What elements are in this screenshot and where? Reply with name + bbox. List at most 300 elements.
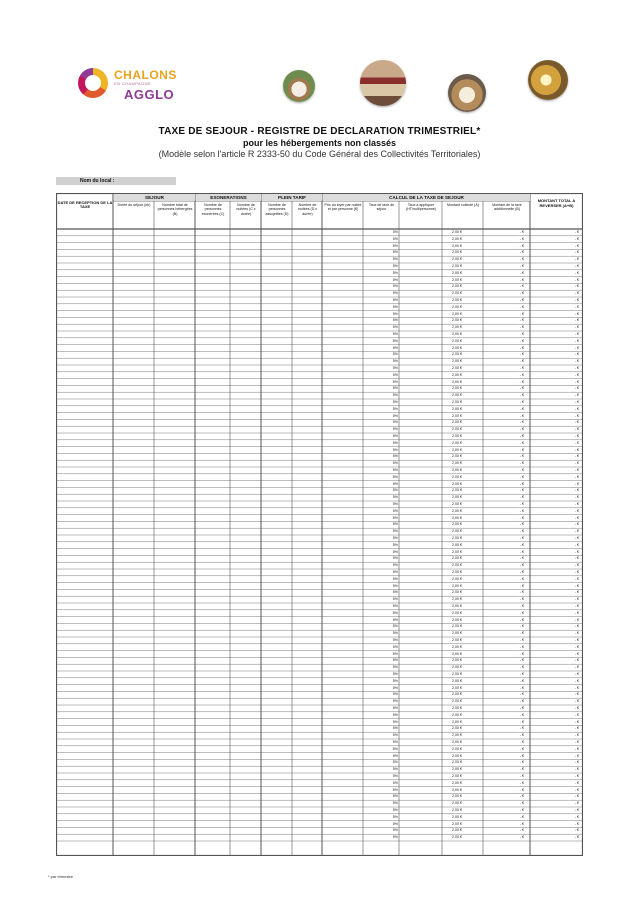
rate-cell: 5% bbox=[392, 583, 398, 588]
amount-cell: - € bbox=[519, 536, 524, 540]
table-row bbox=[56, 277, 583, 284]
rate-cell: 5% bbox=[392, 726, 398, 731]
table-row bbox=[56, 243, 583, 250]
col-montant-collecte: Montant collecté (A) bbox=[447, 203, 479, 207]
rate-cell: 5% bbox=[392, 624, 398, 629]
tariff-cell: 2,00 € bbox=[452, 529, 462, 534]
tariff-cell: 2,00 € bbox=[452, 502, 462, 506]
total-cell: - € bbox=[574, 746, 579, 751]
total-cell: - € bbox=[574, 651, 579, 656]
tariff-cell: 2,00 € bbox=[452, 277, 462, 282]
amount-cell: - € bbox=[519, 522, 524, 527]
rate-cell: 5% bbox=[392, 576, 398, 581]
rate-cell: 5% bbox=[392, 570, 398, 574]
table-row bbox=[56, 678, 583, 685]
amount-cell: - € bbox=[519, 427, 524, 432]
amount-cell: - € bbox=[519, 760, 524, 765]
amount-cell: - € bbox=[519, 420, 524, 425]
amount-cell: - € bbox=[519, 406, 524, 411]
total-cell: - € bbox=[574, 726, 579, 731]
table-row bbox=[56, 236, 583, 243]
total-cell: - € bbox=[574, 461, 579, 466]
rate-cell: 5% bbox=[392, 767, 398, 772]
tariff-cell: 2,00 € bbox=[452, 719, 462, 724]
amount-cell: - € bbox=[519, 332, 524, 336]
total-cell: - € bbox=[574, 590, 579, 595]
tariff-cell: 2,00 € bbox=[452, 808, 462, 812]
total-cell: - € bbox=[574, 536, 579, 540]
rate-cell: 5% bbox=[392, 617, 398, 622]
table-row bbox=[56, 229, 583, 236]
total-cell: - € bbox=[574, 597, 579, 602]
total-cell: - € bbox=[574, 699, 579, 704]
tariff-cell: 2,00 € bbox=[452, 583, 462, 588]
tariff-cell: 2,00 € bbox=[452, 359, 462, 364]
rate-cell: 5% bbox=[392, 325, 398, 330]
tariff-cell: 2,00 € bbox=[452, 638, 462, 642]
amount-cell: - € bbox=[519, 726, 524, 731]
total-cell: - € bbox=[574, 434, 579, 438]
table-row bbox=[56, 270, 583, 277]
table-row bbox=[56, 589, 583, 596]
table-row bbox=[56, 555, 583, 562]
rate-cell: 5% bbox=[392, 298, 398, 302]
amount-cell: - € bbox=[519, 597, 524, 602]
total-cell: - € bbox=[574, 311, 579, 316]
tariff-cell: 2,00 € bbox=[452, 366, 462, 370]
table-row bbox=[56, 691, 583, 698]
rate-cell: 5% bbox=[392, 699, 398, 704]
total-cell: - € bbox=[574, 332, 579, 336]
amount-cell: - € bbox=[519, 515, 524, 520]
amount-cell: - € bbox=[519, 712, 524, 717]
tariff-cell: 2,00 € bbox=[452, 787, 462, 792]
amount-cell: - € bbox=[519, 502, 524, 506]
table-row bbox=[56, 671, 583, 678]
amount-cell: - € bbox=[519, 372, 524, 377]
total-cell: - € bbox=[574, 719, 579, 724]
table-row bbox=[56, 447, 583, 454]
rate-cell: 5% bbox=[392, 236, 398, 241]
table-row bbox=[56, 426, 583, 433]
tariff-cell: 2,00 € bbox=[452, 712, 462, 717]
rate-cell: 5% bbox=[392, 814, 398, 819]
tariff-cell: 2,00 € bbox=[452, 576, 462, 581]
amount-cell: - € bbox=[519, 542, 524, 547]
rate-cell: 5% bbox=[392, 332, 398, 336]
rate-cell: 5% bbox=[392, 719, 398, 724]
table-row bbox=[56, 719, 583, 726]
table-row bbox=[56, 501, 583, 508]
total-cell: - € bbox=[574, 257, 579, 262]
tariff-cell: 2,00 € bbox=[452, 298, 462, 302]
tariff-cell: 2,00 € bbox=[452, 678, 462, 683]
col-taux-applique: Taux à appliquer (HT/nuit/personne) bbox=[406, 203, 436, 212]
logo-text-agglo: AGGLO bbox=[124, 87, 175, 102]
table-row bbox=[56, 712, 583, 719]
rate-cell: 5% bbox=[392, 250, 398, 255]
tariff-cell: 2,00 € bbox=[452, 726, 462, 731]
tariff-cell: 2,00 € bbox=[452, 508, 462, 513]
table-row bbox=[56, 324, 583, 331]
rate-cell: 5% bbox=[392, 740, 398, 744]
rate-cell: 5% bbox=[392, 502, 398, 506]
table-row bbox=[56, 657, 583, 664]
tariff-cell: 2,00 € bbox=[452, 338, 462, 343]
rate-cell: 5% bbox=[392, 243, 398, 248]
amount-cell: - € bbox=[519, 366, 524, 370]
total-cell: - € bbox=[574, 658, 579, 663]
rate-cell: 5% bbox=[392, 733, 398, 738]
table-row bbox=[56, 392, 583, 399]
amount-cell: - € bbox=[519, 454, 524, 459]
table-row bbox=[56, 358, 583, 365]
table-row bbox=[56, 685, 583, 692]
rate-cell: 5% bbox=[392, 270, 398, 275]
tariff-cell: 2,00 € bbox=[452, 814, 462, 819]
total-cell: - € bbox=[574, 787, 579, 792]
rate-cell: 5% bbox=[392, 440, 398, 445]
table-row bbox=[56, 603, 583, 610]
table-row bbox=[56, 406, 583, 413]
total-cell: - € bbox=[574, 393, 579, 398]
rate-cell: 5% bbox=[392, 481, 398, 486]
table-row bbox=[56, 793, 583, 800]
total-cell: - € bbox=[574, 264, 579, 268]
rate-cell: 5% bbox=[392, 352, 398, 357]
table-row bbox=[56, 474, 583, 481]
total-cell: - € bbox=[574, 692, 579, 697]
total-cell: - € bbox=[574, 440, 579, 445]
rate-cell: 5% bbox=[392, 644, 398, 649]
table-row bbox=[56, 569, 583, 576]
amount-cell: - € bbox=[519, 774, 524, 778]
tariff-cell: 2,00 € bbox=[452, 828, 462, 833]
amount-cell: - € bbox=[519, 379, 524, 384]
amount-cell: - € bbox=[519, 610, 524, 615]
rate-cell: 5% bbox=[392, 821, 398, 826]
table-row bbox=[56, 304, 583, 311]
table-row bbox=[56, 453, 583, 460]
total-cell: - € bbox=[574, 563, 579, 568]
table-row bbox=[56, 440, 583, 447]
amount-cell: - € bbox=[519, 529, 524, 534]
total-cell: - € bbox=[574, 427, 579, 432]
total-cell: - € bbox=[574, 712, 579, 717]
tariff-cell: 2,00 € bbox=[452, 230, 462, 234]
tariff-cell: 2,00 € bbox=[452, 236, 462, 241]
amount-cell: - € bbox=[519, 556, 524, 561]
table-row bbox=[56, 800, 583, 807]
total-cell: - € bbox=[574, 570, 579, 574]
amount-cell: - € bbox=[519, 678, 524, 683]
amount-cell: - € bbox=[519, 658, 524, 663]
tariff-cell: 2,00 € bbox=[452, 379, 462, 384]
page-header bbox=[0, 0, 639, 120]
amount-cell: - € bbox=[519, 325, 524, 330]
amount-cell: - € bbox=[519, 780, 524, 785]
total-cell: - € bbox=[574, 345, 579, 350]
amount-cell: - € bbox=[519, 243, 524, 248]
table-row bbox=[56, 508, 583, 515]
tariff-cell: 2,00 € bbox=[452, 801, 462, 806]
table-row bbox=[56, 351, 583, 358]
total-cell: - € bbox=[574, 284, 579, 289]
logo-text-chalons: CHALONS bbox=[114, 68, 177, 82]
tariff-cell: 2,00 € bbox=[452, 794, 462, 799]
amount-cell: - € bbox=[519, 808, 524, 812]
tariff-cell: 2,00 € bbox=[452, 372, 462, 377]
tariff-cell: 2,00 € bbox=[452, 685, 462, 690]
total-cell: - € bbox=[574, 733, 579, 738]
amount-cell: - € bbox=[519, 740, 524, 744]
amount-cell: - € bbox=[519, 284, 524, 289]
amount-cell: - € bbox=[519, 699, 524, 704]
rate-cell: 5% bbox=[392, 345, 398, 350]
total-cell: - € bbox=[574, 230, 579, 234]
col-prix-loyer: Prix du loyer par nuitée et par personne (€) bbox=[324, 203, 362, 212]
amount-cell: - € bbox=[519, 692, 524, 697]
rate-cell: 5% bbox=[392, 828, 398, 833]
amount-cell: - € bbox=[519, 624, 524, 629]
total-cell: - € bbox=[574, 447, 579, 452]
table-row bbox=[56, 317, 583, 324]
total-cell: - € bbox=[574, 515, 579, 520]
rate-cell: 5% bbox=[392, 468, 398, 472]
tariff-cell: 2,00 € bbox=[452, 311, 462, 316]
table-row bbox=[56, 562, 583, 569]
total-cell: - € bbox=[574, 828, 579, 833]
tariff-cell: 2,00 € bbox=[452, 556, 462, 561]
total-cell: - € bbox=[574, 277, 579, 282]
rate-cell: 5% bbox=[392, 610, 398, 615]
table-row bbox=[56, 739, 583, 746]
amount-cell: - € bbox=[519, 644, 524, 649]
amount-cell: - € bbox=[519, 590, 524, 595]
tariff-cell: 2,00 € bbox=[452, 406, 462, 411]
tariff-cell: 2,00 € bbox=[452, 597, 462, 602]
tariff-cell: 2,00 € bbox=[452, 264, 462, 268]
amount-cell: - € bbox=[519, 447, 524, 452]
col-taux-taxe: Taux de taxe de séjour bbox=[368, 203, 395, 212]
table-row bbox=[56, 283, 583, 290]
amount-cell: - € bbox=[519, 495, 524, 500]
total-cell: - € bbox=[574, 468, 579, 472]
total-cell: - € bbox=[574, 542, 579, 547]
rate-cell: 5% bbox=[392, 780, 398, 785]
rate-cell: 5% bbox=[392, 529, 398, 534]
total-cell: - € bbox=[574, 502, 579, 506]
rate-cell: 5% bbox=[392, 406, 398, 411]
total-cell: - € bbox=[574, 529, 579, 534]
tariff-cell: 2,00 € bbox=[452, 780, 462, 785]
total-cell: - € bbox=[574, 678, 579, 683]
amount-cell: - € bbox=[519, 638, 524, 642]
amount-cell: - € bbox=[519, 706, 524, 710]
rate-cell: 5% bbox=[392, 427, 398, 432]
rate-cell: 5% bbox=[392, 597, 398, 602]
table-row bbox=[56, 311, 583, 318]
tariff-cell: 2,00 € bbox=[452, 692, 462, 697]
amount-cell: - € bbox=[519, 576, 524, 581]
rate-cell: 5% bbox=[392, 338, 398, 343]
total-cell: - € bbox=[574, 386, 579, 391]
col-personnes-assujetties: Nombre de personnes assujetties (D) bbox=[265, 203, 289, 216]
rate-cell: 5% bbox=[392, 447, 398, 452]
amount-cell: - € bbox=[519, 604, 524, 608]
amount-cell: - € bbox=[519, 311, 524, 316]
total-cell: - € bbox=[574, 665, 579, 670]
rate-cell: 5% bbox=[392, 264, 398, 268]
rate-cell: 5% bbox=[392, 658, 398, 663]
rate-cell: 5% bbox=[392, 461, 398, 466]
tariff-cell: 2,00 € bbox=[452, 651, 462, 656]
total-cell: - € bbox=[574, 760, 579, 765]
total-cell: - € bbox=[574, 318, 579, 323]
table-row bbox=[56, 249, 583, 256]
table-row bbox=[56, 617, 583, 624]
amount-cell: - € bbox=[519, 264, 524, 268]
table-row bbox=[56, 827, 583, 834]
amount-cell: - € bbox=[519, 488, 524, 493]
table-row bbox=[56, 481, 583, 488]
rate-cell: 5% bbox=[392, 590, 398, 595]
amount-cell: - € bbox=[519, 461, 524, 466]
document-titles bbox=[0, 126, 639, 159]
amount-cell: - € bbox=[519, 821, 524, 826]
total-cell: - € bbox=[574, 359, 579, 364]
group-plein-tarif: PLEIN TARIF bbox=[262, 194, 322, 201]
table-row bbox=[56, 535, 583, 542]
total-cell: - € bbox=[574, 304, 579, 309]
total-cell: - € bbox=[574, 583, 579, 588]
amount-cell: - € bbox=[519, 400, 524, 404]
rate-cell: 5% bbox=[392, 420, 398, 425]
amount-cell: - € bbox=[519, 481, 524, 486]
rate-cell: 5% bbox=[392, 495, 398, 500]
tariff-cell: 2,00 € bbox=[452, 332, 462, 336]
table-row bbox=[56, 705, 583, 712]
rate-cell: 5% bbox=[392, 372, 398, 377]
amount-cell: - € bbox=[519, 298, 524, 302]
table-row bbox=[56, 515, 583, 522]
total-cell: - € bbox=[574, 814, 579, 819]
total-cell: - € bbox=[574, 753, 579, 758]
total-cell: - € bbox=[574, 291, 579, 296]
col-date-reception: DATE DE RECEPTION DE LA TAXE bbox=[57, 201, 113, 210]
amount-cell: - € bbox=[519, 359, 524, 364]
tariff-cell: 2,00 € bbox=[452, 746, 462, 751]
logo-text-champagne: EN CHAMPAGNE bbox=[114, 81, 151, 86]
table-row bbox=[56, 766, 583, 773]
rate-cell: 5% bbox=[392, 549, 398, 554]
amount-cell: - € bbox=[519, 440, 524, 445]
rate-cell: 5% bbox=[392, 672, 398, 676]
rate-cell: 5% bbox=[392, 787, 398, 792]
tariff-cell: 2,00 € bbox=[452, 604, 462, 608]
table-row bbox=[56, 542, 583, 549]
rate-cell: 5% bbox=[392, 393, 398, 398]
amount-cell: - € bbox=[519, 753, 524, 758]
tariff-cell: 2,00 € bbox=[452, 617, 462, 622]
tariff-cell: 2,00 € bbox=[452, 461, 462, 466]
tariff-cell: 2,00 € bbox=[452, 563, 462, 568]
lodging-photo-1 bbox=[283, 70, 315, 102]
table-row bbox=[56, 345, 583, 352]
rate-cell: 5% bbox=[392, 692, 398, 697]
amount-cell: - € bbox=[519, 352, 524, 357]
rate-cell: 5% bbox=[392, 665, 398, 670]
table-row bbox=[56, 494, 583, 501]
table-row bbox=[56, 297, 583, 304]
amount-cell: - € bbox=[519, 434, 524, 438]
tariff-cell: 2,00 € bbox=[452, 760, 462, 765]
rate-cell: 5% bbox=[392, 454, 398, 459]
table-row bbox=[56, 467, 583, 474]
tariff-cell: 2,00 € bbox=[452, 291, 462, 296]
rate-cell: 5% bbox=[392, 835, 398, 840]
tariff-cell: 2,00 € bbox=[452, 474, 462, 479]
tariff-cell: 2,00 € bbox=[452, 658, 462, 663]
tariff-cell: 2,00 € bbox=[452, 536, 462, 540]
amount-cell: - € bbox=[519, 583, 524, 588]
col-total-personnes: Nombre total de personnes hébergées (B) bbox=[157, 203, 193, 216]
tariff-cell: 2,00 € bbox=[452, 821, 462, 826]
total-cell: - € bbox=[574, 774, 579, 778]
tariff-cell: 2,00 € bbox=[452, 481, 462, 486]
table-row bbox=[56, 732, 583, 739]
total-cell: - € bbox=[574, 631, 579, 636]
total-cell: - € bbox=[574, 338, 579, 343]
rate-cell: 5% bbox=[392, 794, 398, 799]
rate-cell: 5% bbox=[392, 638, 398, 642]
amount-cell: - € bbox=[519, 563, 524, 568]
table-row bbox=[56, 433, 583, 440]
col-duree-sejour: Durée du séjour (nb) bbox=[117, 203, 151, 207]
lodging-name-field[interactable]: Nom du local : bbox=[56, 177, 176, 185]
total-cell: - € bbox=[574, 835, 579, 840]
chalons-agglo-logo bbox=[76, 64, 196, 108]
table-row bbox=[56, 610, 583, 617]
tariff-cell: 2,00 € bbox=[452, 549, 462, 554]
table-row bbox=[56, 596, 583, 603]
table-row bbox=[56, 549, 583, 556]
amount-cell: - € bbox=[519, 685, 524, 690]
rate-cell: 5% bbox=[392, 522, 398, 527]
rate-cell: 5% bbox=[392, 488, 398, 493]
table-row bbox=[56, 725, 583, 732]
total-cell: - € bbox=[574, 400, 579, 404]
amount-cell: - € bbox=[519, 787, 524, 792]
tariff-cell: 2,00 € bbox=[452, 753, 462, 758]
lodging-photo-2 bbox=[360, 60, 406, 106]
tariff-cell: 2,00 € bbox=[452, 740, 462, 744]
amount-cell: - € bbox=[519, 719, 524, 724]
table-row bbox=[56, 637, 583, 644]
total-cell: - € bbox=[574, 821, 579, 826]
tariff-cell: 2,00 € bbox=[452, 835, 462, 840]
amount-cell: - € bbox=[519, 474, 524, 479]
group-sejour: SEJOUR bbox=[114, 194, 195, 201]
total-cell: - € bbox=[574, 706, 579, 710]
total-cell: - € bbox=[574, 325, 579, 330]
total-cell: - € bbox=[574, 454, 579, 459]
rate-cell: 5% bbox=[392, 746, 398, 751]
amount-cell: - € bbox=[519, 393, 524, 398]
tariff-cell: 2,00 € bbox=[452, 774, 462, 778]
lodging-photo-3 bbox=[448, 74, 486, 112]
total-cell: - € bbox=[574, 474, 579, 479]
